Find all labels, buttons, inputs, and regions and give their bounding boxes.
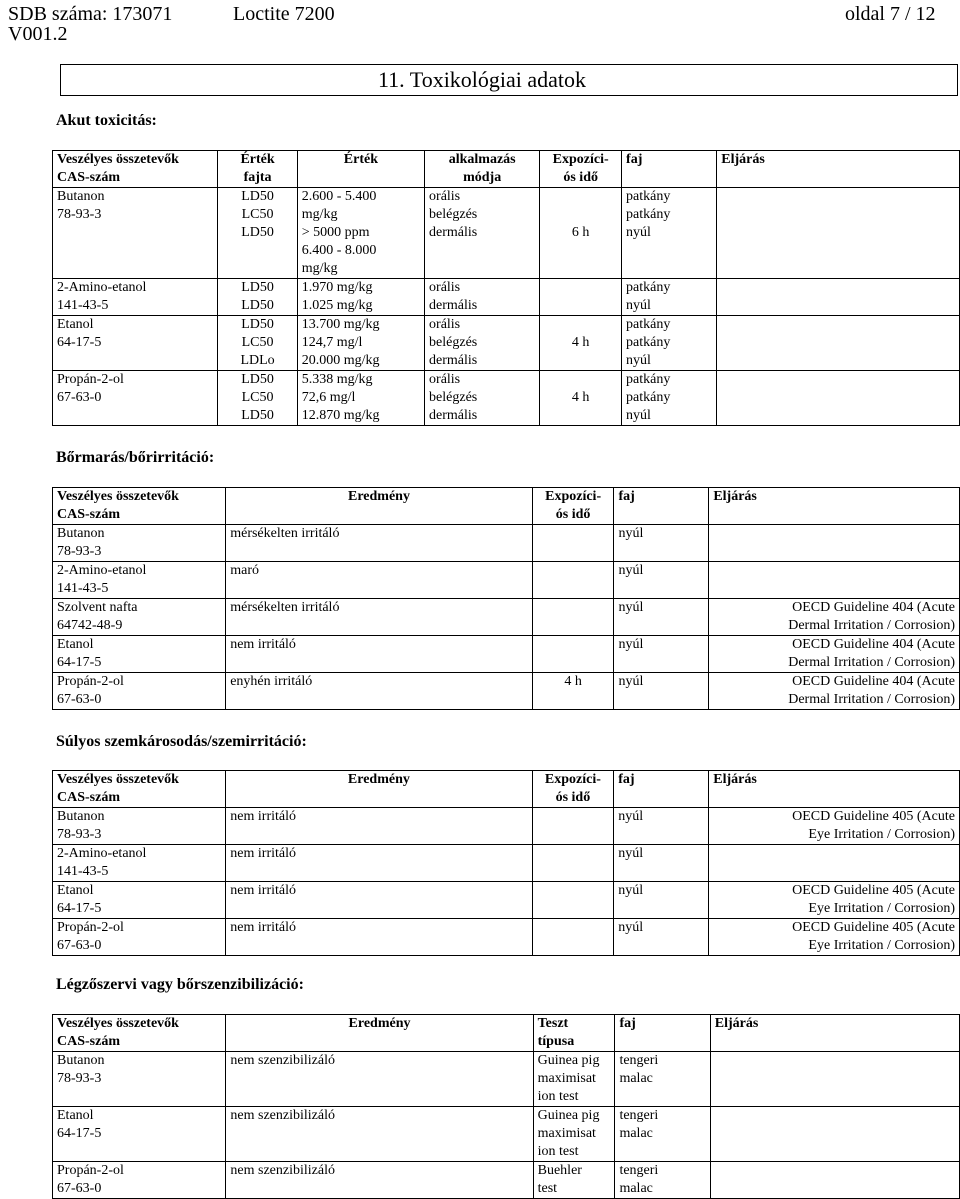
result-cell: nem szenzibilizáló bbox=[226, 1162, 533, 1199]
species-cell: nyúl bbox=[614, 845, 709, 882]
exposure-cell: 4 h bbox=[540, 316, 622, 371]
col-header-method: Eljárás bbox=[710, 1015, 959, 1052]
value-type-cell: LD50 LD50 bbox=[218, 279, 297, 316]
species-cell: patkány patkány nyúl bbox=[622, 371, 717, 426]
component-cell: Etanol 64-17-5 bbox=[53, 1107, 226, 1162]
sds-number: SDB száma: 173071 bbox=[8, 3, 173, 25]
method-cell bbox=[709, 562, 960, 599]
col-header-component: Veszélyes összetevők CAS-szám bbox=[53, 771, 226, 808]
table-row bbox=[53, 1162, 960, 1199]
exposure-cell: 4 h bbox=[532, 673, 614, 710]
species-cell: nyúl bbox=[614, 919, 709, 956]
method-cell bbox=[717, 279, 960, 316]
result-cell: mérsékelten irritáló bbox=[226, 599, 533, 636]
method-cell bbox=[710, 1052, 959, 1107]
col-header-method: Eljárás bbox=[717, 151, 960, 188]
section-title: 11. Toxikológiai adatok bbox=[378, 67, 587, 92]
result-cell: nem szenzibilizáló bbox=[226, 1107, 533, 1162]
component-cell: Propán-2-ol 67-63-0 bbox=[53, 371, 218, 426]
col-header-component: Veszélyes összetevők CAS-szám bbox=[53, 488, 226, 525]
result-cell: nem irritáló bbox=[226, 882, 532, 919]
method-cell bbox=[717, 316, 960, 371]
method-cell: OECD Guideline 404 (Acute Dermal Irritation / Corrosion) bbox=[709, 673, 960, 710]
component-cell: Butanon 78-93-3 bbox=[53, 808, 226, 845]
exposure-cell bbox=[532, 525, 614, 562]
species-cell: tengeri malac bbox=[615, 1107, 710, 1162]
col-header-exposure: Expozíci- ós idő bbox=[540, 151, 622, 188]
result-cell: nem irritáló bbox=[226, 808, 532, 845]
value-type-cell: LD50 LC50 LD50 bbox=[218, 371, 297, 426]
value-cell: 1.970 mg/kg 1.025 mg/kg bbox=[297, 279, 424, 316]
exposure-cell bbox=[532, 919, 614, 956]
method-cell: OECD Guideline 405 (Acute Eye Irritation / Corrosion) bbox=[709, 882, 960, 919]
species-cell: tengeri malac bbox=[615, 1162, 710, 1199]
col-header-test-type: Teszt típusa bbox=[533, 1015, 615, 1052]
species-cell: nyúl bbox=[614, 525, 709, 562]
col-header-exposure: Expozíci- ós idő bbox=[532, 488, 614, 525]
component-cell: 2-Amino-etanol 141-43-5 bbox=[53, 562, 226, 599]
species-cell: nyúl bbox=[614, 562, 709, 599]
species-cell: nyúl bbox=[614, 599, 709, 636]
table-row bbox=[53, 882, 960, 919]
acute-toxicity-label: Akut toxicitás: bbox=[56, 112, 157, 129]
col-header-result: Eredmény bbox=[226, 488, 533, 525]
sensitisation-table bbox=[52, 1014, 960, 1199]
route-cell: orális belégzés dermális bbox=[425, 188, 540, 279]
component-cell: Butanon 78-93-3 bbox=[53, 188, 218, 279]
col-header-species: faj bbox=[622, 151, 717, 188]
method-cell bbox=[709, 845, 960, 882]
exposure-cell: 6 h bbox=[540, 188, 622, 279]
exposure-cell bbox=[532, 562, 614, 599]
col-header-route: alkalmazás módja bbox=[425, 151, 540, 188]
method-cell bbox=[717, 371, 960, 426]
col-header-exposure: Expozíci- ós idő bbox=[532, 771, 614, 808]
method-cell bbox=[710, 1107, 959, 1162]
col-header-method: Eljárás bbox=[709, 771, 960, 808]
skin-irritation-label: Bőrmarás/bőrirritáció: bbox=[56, 449, 215, 466]
sensitisation-label: Légzőszervi vagy bőrszenzibilizáció: bbox=[56, 976, 304, 993]
table-row bbox=[53, 188, 960, 279]
table-row bbox=[53, 525, 960, 562]
table-header-row bbox=[53, 771, 960, 808]
col-header-result: Eredmény bbox=[226, 1015, 533, 1052]
result-cell: maró bbox=[226, 562, 533, 599]
value-type-cell: LD50 LC50 LD50 bbox=[218, 188, 297, 279]
component-cell: Butanon 78-93-3 bbox=[53, 1052, 226, 1107]
method-cell bbox=[709, 525, 960, 562]
component-cell: Etanol 64-17-5 bbox=[53, 882, 226, 919]
species-cell: patkány nyúl bbox=[622, 279, 717, 316]
table-header-row bbox=[53, 488, 960, 525]
col-header-method: Eljárás bbox=[709, 488, 960, 525]
table-row bbox=[53, 316, 960, 371]
table-header-row bbox=[53, 151, 960, 188]
result-cell: nem irritáló bbox=[226, 919, 532, 956]
col-header-species: faj bbox=[614, 488, 709, 525]
exposure-cell bbox=[532, 845, 614, 882]
species-cell: patkány patkány nyúl bbox=[622, 188, 717, 279]
table-row bbox=[53, 636, 960, 673]
table-row bbox=[53, 562, 960, 599]
component-cell: Etanol 64-17-5 bbox=[53, 636, 226, 673]
col-header-species: faj bbox=[614, 771, 709, 808]
test-type-cell: Buehler test bbox=[533, 1162, 615, 1199]
exposure-cell: 4 h bbox=[540, 371, 622, 426]
route-cell: orális belégzés dermális bbox=[425, 316, 540, 371]
product-name: Loctite 7200 bbox=[233, 3, 335, 25]
component-cell: Szolvent nafta 64742-48-9 bbox=[53, 599, 226, 636]
page-number: oldal 7 / 12 bbox=[845, 3, 936, 25]
exposure-cell bbox=[532, 882, 614, 919]
test-type-cell: Guinea pig maximisat ion test bbox=[533, 1107, 615, 1162]
col-header-component: Veszélyes összetevők CAS-szám bbox=[53, 151, 218, 188]
result-cell: mérsékelten irritáló bbox=[226, 525, 533, 562]
exposure-cell bbox=[540, 279, 622, 316]
species-cell: tengeri malac bbox=[615, 1052, 710, 1107]
exposure-cell bbox=[532, 636, 614, 673]
value-cell: 2.600 - 5.400 mg/kg > 5000 ppm 6.400 - 8.000 mg/kg bbox=[297, 188, 424, 279]
value-cell: 13.700 mg/kg 124,7 mg/l 20.000 mg/kg bbox=[297, 316, 424, 371]
component-cell: Propán-2-ol 67-63-0 bbox=[53, 673, 226, 710]
table-row bbox=[53, 279, 960, 316]
exposure-cell bbox=[532, 808, 614, 845]
component-cell: Propán-2-ol 67-63-0 bbox=[53, 1162, 226, 1199]
result-cell: nem irritáló bbox=[226, 845, 532, 882]
table-row bbox=[53, 808, 960, 845]
table-row bbox=[53, 919, 960, 956]
col-header-species: faj bbox=[615, 1015, 710, 1052]
result-cell: nem szenzibilizáló bbox=[226, 1052, 533, 1107]
col-header-value: Érték bbox=[297, 151, 424, 188]
table-row bbox=[53, 1107, 960, 1162]
species-cell: nyúl bbox=[614, 808, 709, 845]
method-cell: OECD Guideline 405 (Acute Eye Irritation / Corrosion) bbox=[709, 919, 960, 956]
eye-irritation-table bbox=[52, 770, 960, 956]
species-cell: nyúl bbox=[614, 636, 709, 673]
version: V001.2 bbox=[8, 23, 68, 45]
route-cell: orális belégzés dermális bbox=[425, 371, 540, 426]
col-header-value-type: Érték fajta bbox=[218, 151, 297, 188]
value-cell: 5.338 mg/kg 72,6 mg/l 12.870 mg/kg bbox=[297, 371, 424, 426]
species-cell: nyúl bbox=[614, 882, 709, 919]
eye-irritation-label: Súlyos szemkárosodás/szemirritáció: bbox=[56, 733, 307, 750]
table-row bbox=[53, 845, 960, 882]
species-cell: nyúl bbox=[614, 673, 709, 710]
test-type-cell: Guinea pig maximisat ion test bbox=[533, 1052, 615, 1107]
method-cell: OECD Guideline 405 (Acute Eye Irritation / Corrosion) bbox=[709, 808, 960, 845]
acute-toxicity-table bbox=[52, 150, 960, 426]
method-cell: OECD Guideline 404 (Acute Dermal Irritation / Corrosion) bbox=[709, 599, 960, 636]
col-header-component: Veszélyes összetevők CAS-szám bbox=[53, 1015, 226, 1052]
component-cell: 2-Amino-etanol 141-43-5 bbox=[53, 279, 218, 316]
exposure-cell bbox=[532, 599, 614, 636]
table-row bbox=[53, 673, 960, 710]
method-cell bbox=[710, 1162, 959, 1199]
result-cell: enyhén irritáló bbox=[226, 673, 533, 710]
table-header-row bbox=[53, 1015, 960, 1052]
component-cell: 2-Amino-etanol 141-43-5 bbox=[53, 845, 226, 882]
method-cell: OECD Guideline 404 (Acute Dermal Irritation / Corrosion) bbox=[709, 636, 960, 673]
table-row bbox=[53, 371, 960, 426]
col-header-result: Eredmény bbox=[226, 771, 532, 808]
component-cell: Etanol 64-17-5 bbox=[53, 316, 218, 371]
skin-irritation-table bbox=[52, 487, 960, 710]
table-row bbox=[53, 1052, 960, 1107]
value-type-cell: LD50 LC50 LDLo bbox=[218, 316, 297, 371]
component-cell: Propán-2-ol 67-63-0 bbox=[53, 919, 226, 956]
species-cell: patkány patkány nyúl bbox=[622, 316, 717, 371]
route-cell: orális dermális bbox=[425, 279, 540, 316]
method-cell bbox=[717, 188, 960, 279]
result-cell: nem irritáló bbox=[226, 636, 533, 673]
table-row bbox=[53, 599, 960, 636]
component-cell: Butanon 78-93-3 bbox=[53, 525, 226, 562]
